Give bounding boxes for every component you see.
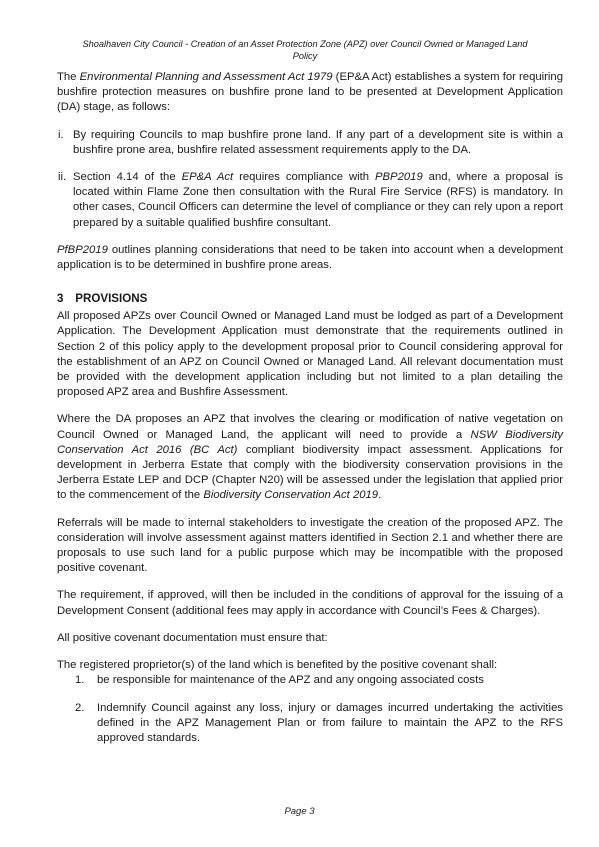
intro-text-a: The xyxy=(57,71,80,83)
section-heading xyxy=(57,291,563,306)
roman-list-item-2 xyxy=(57,170,563,231)
p2-text-b: compliant biodiversity impact assessment. Applications for development in Jerberra Estate that comply with the biodiversity conservation provisions in the Jerberra Estate LEP and DCP (Chapter N20) will be assessed under the legislation that applied prior to the commencement of the xyxy=(57,443,563,502)
roman-item-text xyxy=(73,170,563,231)
roman-number: ii. xyxy=(58,171,67,184)
p2-text-a: Where the DA proposes an APZ that involves the clearing or modification of native vegetation on Council Owned or Managed Land, the applicant will need to provide a xyxy=(57,413,563,441)
page-number: Page 3 xyxy=(284,806,315,817)
list-item xyxy=(57,673,563,688)
provisions-paragraph-2 xyxy=(57,412,563,503)
intro-paragraph xyxy=(57,70,563,116)
roman-text-a: Section 4.14 of the xyxy=(73,171,182,184)
provisions-paragraph-6: The registered proprietor(s) of the land which is benefited by the positive covenant shall: xyxy=(57,659,498,672)
roman-text-b: requires compliance with xyxy=(233,171,375,184)
provisions-paragraph-3: Referrals will be made to internal stakeholders to investigate the creation of the proposed APZ. The consideration will involve assessment against matters identified in Section 2.1 and whether there are proposals to use such land for a public purpose which may be incompatible with the proposed positive covenant. xyxy=(57,516,563,575)
covenant-list xyxy=(57,673,563,746)
provisions-paragraph-4: The requirement, if approved, will then be included in the conditions of approval for the issuing of a Development Consent (additional fees may apply in accordance with Council’s Fees & Charges). xyxy=(57,589,563,617)
header-title-line1: Shoalhaven City Council - Creation of an Asset Protection Zone (APZ) over Council Owned or Managed Land xyxy=(82,39,528,49)
roman-item-text: By requiring Councils to map bushfire prone land. If any part of a development site is within a bushfire prone area, bushfire related assessment requirements apply to the DA. xyxy=(73,128,563,156)
list-number: 2. xyxy=(75,701,85,714)
list-text: be responsible for maintenance of the APZ and any ongoing associated costs xyxy=(97,674,484,687)
roman-text-c: and, where a proposal is located within Flame Zone then consultation with the Rural Fire Service (RFS) is mandatory. In other cases, Council Officers can determine the level of compliance or they can rely upon a report prepared by a suitable qualified bushfire consultant. xyxy=(73,171,563,229)
pfbp-name: PfBP2019 xyxy=(57,243,108,256)
header-title-line2: Policy xyxy=(292,51,318,61)
p2-act-name-2: Biodiversity Conservation Act 2019 xyxy=(203,489,379,502)
roman-number: i. xyxy=(58,128,64,141)
p2-text-c: . xyxy=(378,489,382,502)
section-number: 3 xyxy=(57,292,64,306)
list-number: 1. xyxy=(75,674,85,687)
intro-act-name: Environmental Planning and Assessment Act 1979 xyxy=(79,71,333,83)
list-text: Indemnify Council against any loss, injury or damages incurred undertaking the activities defined in the APZ Management Plan or from failure to maintain the APZ to the RFS approved standards. xyxy=(97,701,563,744)
list-item xyxy=(57,701,563,747)
pfbp-text: outlines planning considerations that need to be taken into account when a development application is to be determined in bushfire prone areas. xyxy=(57,243,563,272)
p2-act-name: NSW Biodiversity Conservation Act 2016 (BC Act) xyxy=(57,428,563,456)
provisions-paragraph-1: All proposed APZs over Council Owned or Managed Land must be lodged as part of a Development Application. The Development Application must demonstrate that the requirements outlined in Section 2 of this policy apply to the development proposal prior to Council considering approval for the establishment of an APZ on Council Owned or Managed Land. All relevant documentation must be provided with the development application including but not limited to a plan detailing the proposed APZ area and Bushfire Assessment. xyxy=(57,310,563,399)
document-body xyxy=(57,70,563,758)
roman-act-name: EP&A Act xyxy=(181,171,234,184)
provisions-paragraph-5: All positive covenant documentation must ensure that: xyxy=(57,631,328,644)
roman-list-item-1 xyxy=(57,128,563,158)
intro-text-b: (EP&A Act) establishes a system for requiring bushfire protection measures on bushfire prone land to be presented at Development Application (DA) stage, as follows: xyxy=(57,71,564,114)
roman-pbp-name: PBP2019 xyxy=(374,171,423,184)
page-header xyxy=(50,38,560,62)
section-title: PROVISIONS xyxy=(75,292,148,306)
pfbp-paragraph xyxy=(57,243,563,273)
